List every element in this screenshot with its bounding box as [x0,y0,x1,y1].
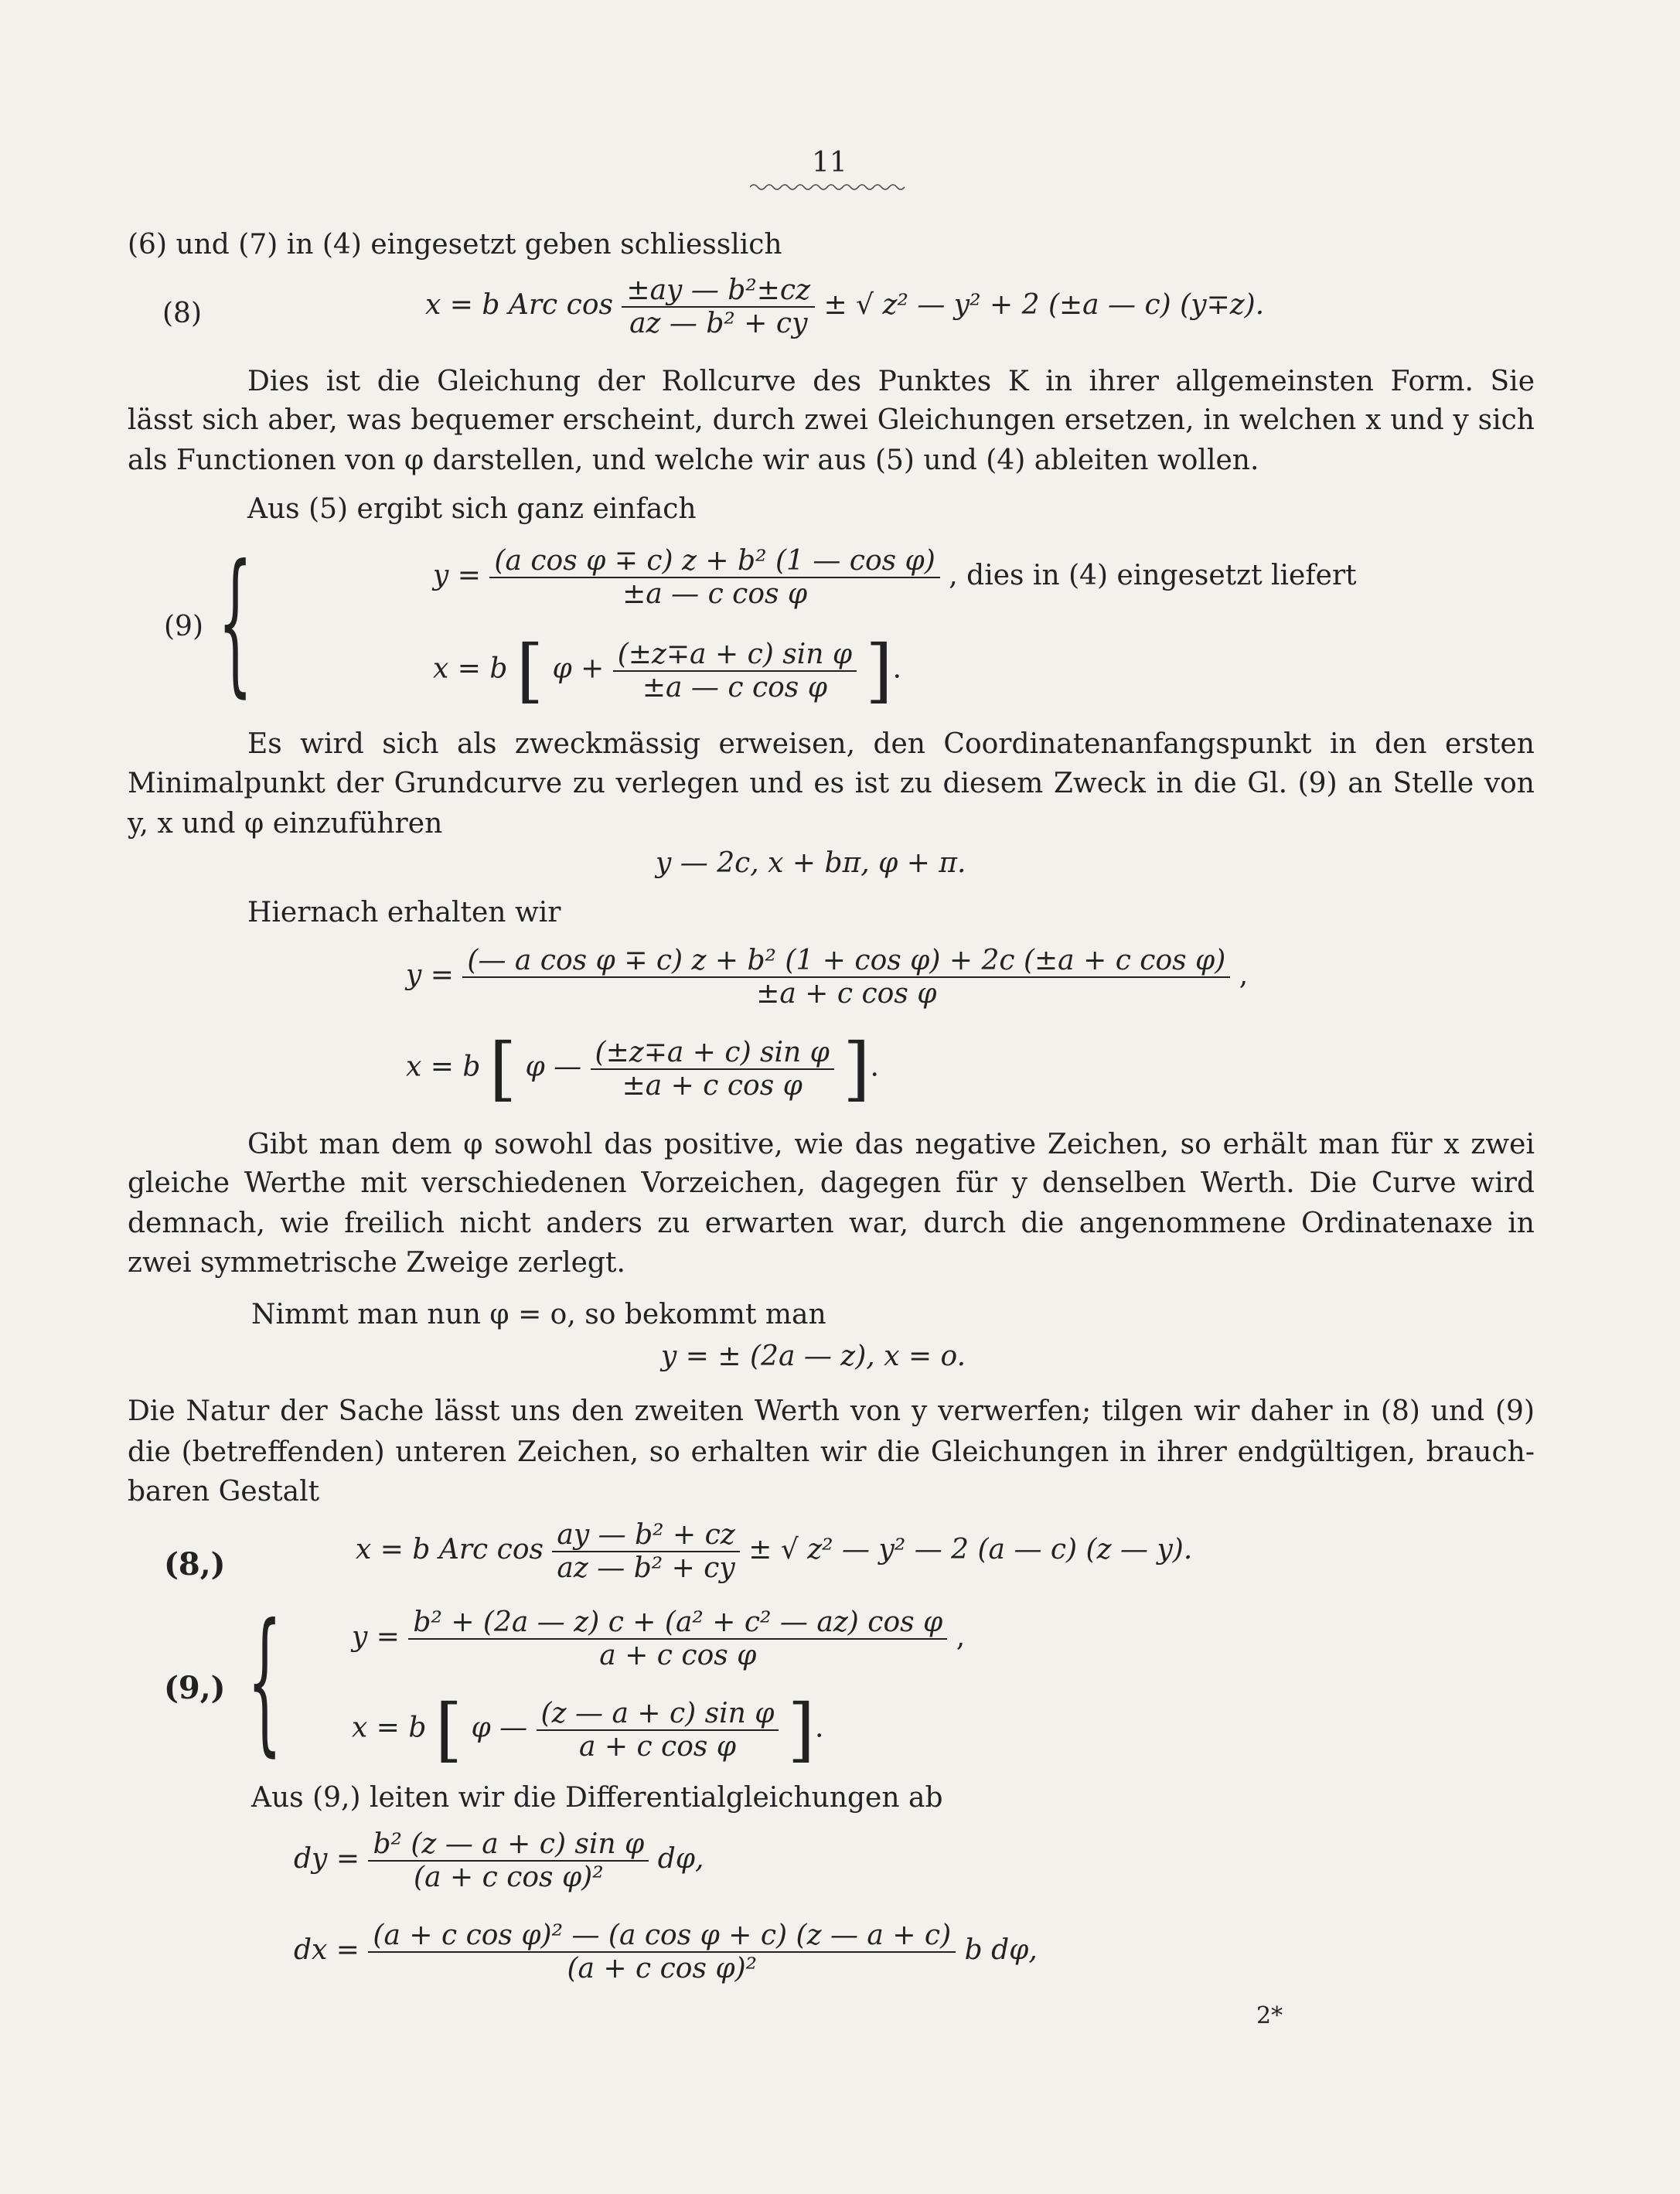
eq9b-y-numerator: b² + (2a — z) c + (a² + c² — az) cos φ [408,1606,947,1640]
equation-11: y = ± (2a — z), x = o. [661,1341,966,1372]
eq10-y-lhs: y = [406,959,454,991]
eq9b-y-lhs: y = [352,1621,400,1653]
equation-9b-x: x = b [ φ — $\frac{\text{(z — a + c) sin φ}}{\text{a + c cos φ}}$ ]. [352,1689,824,1770]
paragraph-line: demnach, wie freilich nicht anders zu erwarten war, durch die angenommene Ordinatenaxe in [128,1208,1535,1239]
eq9b-x-fraction [537,1698,779,1763]
paragraph-line: Es wird sich als zweckmässig erweisen, den Coordinatenanfangspunkt in den ersten [247,728,1535,760]
eq8-denominator: az — b² + cy [629,308,808,339]
eq9b-x-denominator: a + c cos φ [578,1730,737,1763]
equation-8b [356,1519,1192,1584]
paragraph-line: y, x und φ einzuführen [128,808,443,840]
eq8b-denominator: az — b² + cy [557,1552,735,1584]
equation-label-8b: (8,) [164,1546,226,1582]
eq9-x-fraction [613,639,857,704]
paragraph-line: gleiche Werthe mit verschiedenen Vorzeichen, dagegen für y denselben Werth. Die Curve wird [128,1167,1535,1199]
paragraph-line: Aus (9,) leiten wir die Differentialgleichungen ab [251,1782,943,1814]
eq9-y-lhs: y = [433,560,481,591]
equation-label-8: (8) [162,298,202,329]
equation-10-x: x = b [ φ — $\frac{\text{(±z∓a + c) sin φ}}{\text{±a + c cos φ}}$ ]. [406,1028,879,1109]
equation-label-9b: (9,) [164,1670,226,1706]
equation-label-9: (9) [164,611,203,642]
paragraph-intro: (6) und (7) in (4) eingesetzt geben schliesslich [128,229,782,261]
eq9-x-lhs: x = b [433,652,508,685]
eq8-rest: ± √ z² — y² + 2 (±a — c) (y∓z). [823,289,1265,321]
eq9-x-phi: φ + [552,652,605,685]
eq12-dy-fraction [368,1828,649,1893]
eq12-dx-fraction [368,1920,956,1984]
eq10-y-numerator: (— a cos φ ∓ c) z + b² (1 + cos φ) + 2c (±a + c cos φ) [462,945,1230,978]
paragraph-line: Nimmt man nun φ = o, so bekommt man [251,1299,826,1330]
paragraph-line: Minimalpunkt der Grundcurve zu verlegen und es ist zu diesem Zweck in die Gl. (9) an Stelle von [128,768,1535,799]
eq10-x-lhs: x = b [406,1051,481,1083]
equation-9-y [433,545,1357,610]
signature-mark: 2* [1256,2002,1283,2029]
eq12-dy-end: dφ, [657,1843,704,1875]
eq10-x-numerator: (±z∓a + c) sin φ [591,1037,834,1070]
eq9b-x-end: . [815,1712,824,1744]
paragraph-line: als Functionen von φ darstellen, und welche wir aus (5) und (4) ableiten wollen. [128,445,1259,476]
eq9b-y-end: , [956,1621,966,1653]
paragraph-line: die (betreffenden) unteren Zeichen, so erhalten wir die Gleichungen in ihrer endgültigen, brauch- [128,1436,1535,1468]
paragraph-line: Dies ist die Gleichung der Rollcurve des Punktes K in ihrer allgemeinsten Form. Sie [247,366,1535,397]
left-brace: { [218,532,253,712]
eq9-y-fraction [489,545,939,610]
eq9-y-denominator: ±a — c cos φ [622,578,808,610]
paragraph-line: Aus (5) ergibt sich ganz einfach [247,493,697,525]
paragraph-line: zwei symmetrische Zweige zerlegt. [128,1247,625,1279]
eq10-x-fraction [591,1037,834,1102]
eq12-dy-lhs: dy = [294,1843,360,1875]
eq9-y-after: , dies in (4) eingesetzt liefert [949,560,1357,591]
eq12-dy-numerator: b² (z — a + c) sin φ [368,1828,649,1862]
equation-9-x: x = b [ φ + $\frac{\text{(±z∓a + c) sin φ}}{\text{±a — c cos φ}}$ ]. [433,630,902,711]
equation-dy [294,1828,704,1893]
eq8b-rest: ± √ z² — y² — 2 (a — c) (z — y). [748,1534,1193,1565]
eq8b-lhs: x = b Arc cos [356,1534,544,1565]
eq9b-x-numerator: (z — a + c) sin φ [537,1698,779,1731]
paragraph-line: Gibt man dem φ sowohl das positive, wie das negative Zeichen, so erhält man für x zwei [247,1129,1535,1160]
paragraph-line: Die Natur der Sache lässt uns den zweiten Werth von y verwerfen; tilgen wir daher in (8) und (9) [128,1395,1535,1427]
eq9-x-numerator: (±z∓a + c) sin φ [613,639,857,672]
eq9b-y-fraction [408,1606,947,1671]
equation-dx [294,1920,1038,1984]
eq12-dx-end: b dφ, [964,1934,1038,1966]
equation-9b-y [352,1606,965,1671]
substitution-line: y — 2c, x + bπ, φ + π. [656,847,966,879]
eq8-numerator: ±ay — b²±cz [622,274,815,308]
eq8-fraction [622,274,815,339]
eq9-x-end: . [892,652,902,685]
paragraph-line: baren Gestalt [128,1476,320,1508]
eq10-x-end: . [870,1051,879,1083]
equation-8 [425,274,1264,339]
eq8b-fraction [552,1519,739,1584]
eq12-dx-lhs: dx = [294,1934,360,1966]
left-brace: { [247,1591,282,1771]
eq9b-y-denominator: a + c cos φ [599,1640,757,1671]
eq10-y-fraction [462,945,1230,1010]
page-number: 11 [812,147,847,179]
eq9-x-denominator: ±a — c cos φ [642,671,827,704]
header-ornament [750,182,908,192]
eq9b-x-lhs: x = b [352,1712,427,1744]
eq10-y-denominator: ±a + c cos φ [756,978,937,1010]
eq10-y-end: , [1239,959,1249,991]
eq8-lhs: x = b Arc cos [425,289,613,321]
eq8b-numerator: ay — b² + cz [552,1519,739,1552]
paragraph-line: Hiernach erhalten wir [247,897,561,928]
eq9-y-numerator: (a cos φ ∓ c) z + b² (1 — cos φ) [489,545,939,578]
eq12-dy-denominator: (a + c cos φ)² [414,1862,604,1893]
eq10-x-denominator: ±a + c cos φ [622,1069,803,1102]
paragraph-line: lässt sich aber, was bequemer erscheint, durch zwei Gleichungen ersetzen, in welchen x und y sich [128,404,1535,436]
eq12-dx-numerator: (a + c cos φ)² — (a cos φ + c) (z — a + c) [368,1920,956,1953]
eq12-dx-denominator: (a + c cos φ)² [567,1953,758,1984]
equation-10-y [406,945,1248,1010]
eq10-x-phi: φ — [525,1051,582,1083]
eq9b-x-phi: φ — [471,1712,528,1744]
